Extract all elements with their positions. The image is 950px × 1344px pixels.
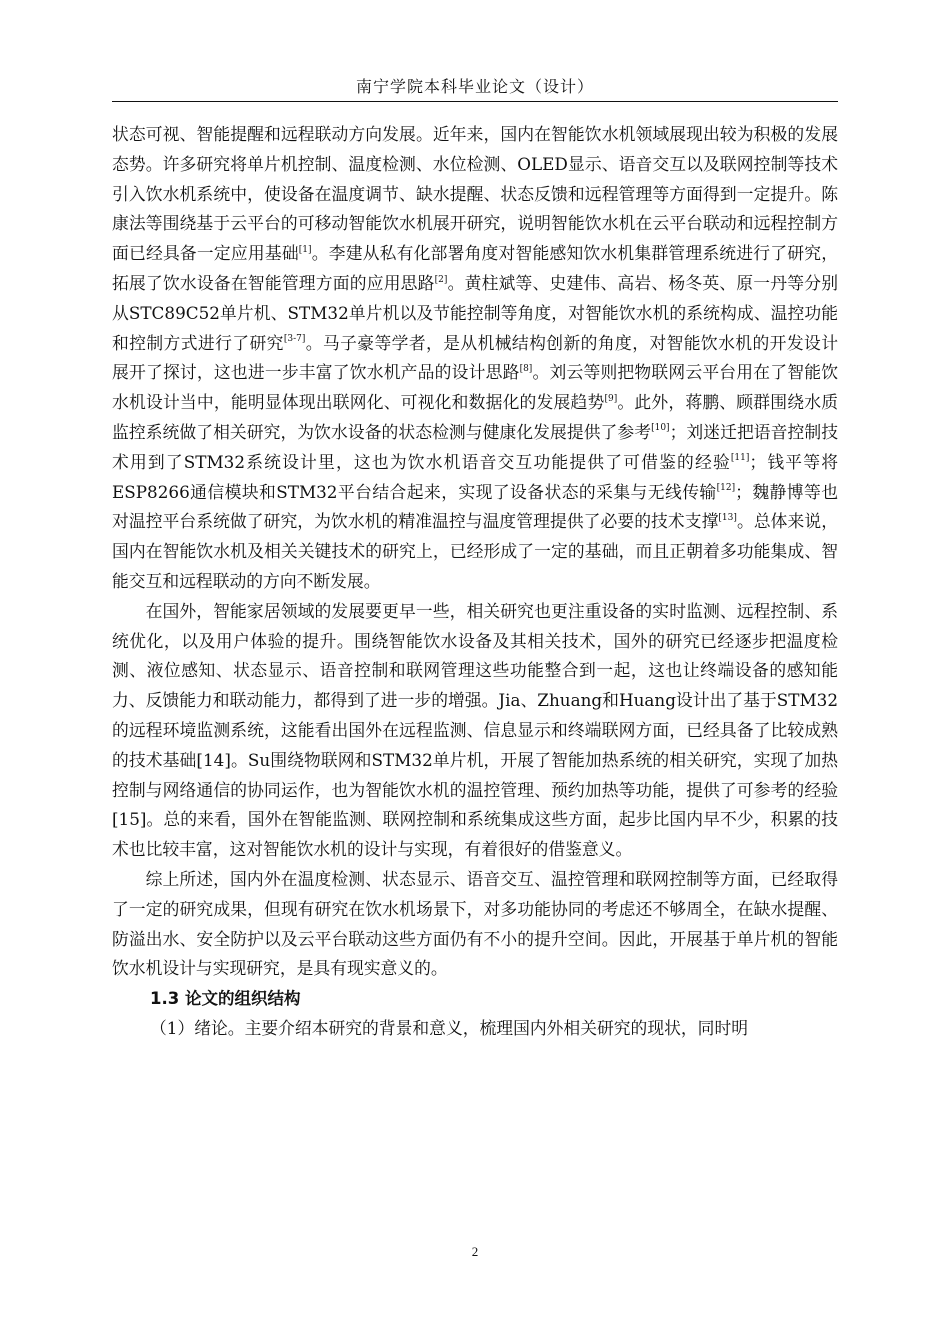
citation: [9] — [604, 393, 618, 404]
section-heading: 1.3 论文的组织结构 — [150, 989, 301, 1009]
citation: [2] — [434, 274, 448, 285]
page-number: 2 — [471, 1244, 479, 1259]
paragraph-text: ；钱平等将ESP8266通信模块和STM32平台结合起来，实现了设备状态的采集与无线传输 — [112, 451, 838, 502]
paragraph-text: ；刘迷迁把语音控制技术用到了STM32系统设计里，这也为饮水机语音交互功能提供了可借鉴的经验 — [112, 421, 838, 472]
citation: [11] — [730, 453, 750, 464]
paragraph-text: 。总体来说，国内在智能饮水机及相关关键技术的研究上，已经形成了一定的基础，而且正朝着多功能集成、智能交互和远程联动的方向不断发展。 — [112, 511, 838, 591]
header-divider — [112, 101, 838, 102]
page-header: 南宁学院本科毕业论文（设计） — [355, 77, 594, 96]
paragraph-text: 。刘云等则把物联网云平台用在了智能饮水机设计当中，能明显体现出联网化、可视化和数据化的发展趋势 — [112, 362, 838, 413]
paragraph-text: 。此外，蒋鹏、顾群围绕水质监控系统做了相关研究，为饮水设备的状态检测与健康化发展提供了参考 — [112, 392, 838, 442]
paragraph-text: 。李建从私有化部署角度对智能感知饮水机集群管理系统进行了研究，拓展了饮水设备在智能管理方面的应用思路 — [112, 243, 838, 293]
list-item: （1）绪论。主要介绍本研究的背景和意义，梳理国内外相关研究的现状，同时明 — [150, 1017, 749, 1038]
paragraph-summary: 综上所述，国内外在温度检测、状态显示、语音交互、温控管理和联网控制等方面，已经取得了一定的研究成果，但现有研究在饮水机场景下，对多功能协同的考虑还不够周全，在缺水提醒、防溢出水、安全防护以及云平台联动这些方面仍有不小的提升空间。因此，开展基于单片机的智能饮水机设计与实现研究，是具有现实意义的。 — [112, 868, 838, 979]
citation: [12] — [716, 483, 736, 494]
paragraph-text: 。马子豪等学者，是从机械结构创新的角度，对智能饮水机的开发设计展开了探讨，这也进一步丰富了饮水机产品的设计思路 — [112, 332, 838, 383]
citation: [10] — [651, 423, 670, 434]
citation: [8] — [519, 363, 533, 374]
paragraph-text: 状态可视、智能提醒和远程联动方向发展。近年来，国内在智能饮水机领域展现出较为积极的发展态势。许多研究将单片机控制、温度检测、水位检测、OLED显示、语音交互以及联网控制等技术引入饮水机系统中，使设备在温度调节、缺水提醒、状态反馈和远程管理等方面得到一定提升。陈康法等围绕基于云平台的可移动智能饮水机展开研究，说明智能饮水机在云平台联动和远程控制方面已经具备一定应用基础 — [112, 124, 838, 264]
paragraph-domestic-research — [112, 120, 838, 597]
paragraph-text: ；魏静博等也对温控平台系统做了研究，为饮水机的精准温控与温度管理提供了必要的技术支撑 — [112, 481, 838, 532]
paragraph-foreign-research: 在国外，智能家居领域的发展要更早一些，相关研究也更注重设备的实时监测、远程控制、系统优化，以及用户体验的提升。围绕智能饮水设备及其相关技术，国外的研究已经逐步把温度检测、液位感知、状态显示、语音控制和联网管理这些功能整合到一起，这也让终端设备的感知能力、反馈能力和联动能力，都得到了进一步的增强。Jia、Zhuang和Huang设计出了基于STM32的远程环境监测系统，这能看出国外在远程监测、信息显示和终端联网方面，已经具备了比较成熟的技术基础[14]。Su围绕物联网和STM32单片机，开展了智能加热系统的相关研究，实现了加热控制与网络通信的协同运作，也为智能饮水机的温控管理、预约加热等功能，提供了可参考的经验[15]。总的来看，国外在智能监测、联网控制和系统集成这些方面，起步比国内早不少，积累的技术也比较丰富，这对智能饮水机的设计与实现，有着很好的借鉴意义。 — [112, 600, 838, 860]
citation: [1] — [298, 244, 312, 255]
citation: [3-7] — [283, 334, 306, 345]
body-text — [112, 120, 838, 1044]
citation: [13] — [718, 512, 737, 523]
paragraph-text: 。黄柱斌等、史建伟、高岩、杨冬英、原一丹等分别从STC89C52单片机、STM32单片机以及节能控制等角度，对智能饮水机的系统构成、温控功能和控制方式进行了研究 — [112, 272, 838, 353]
